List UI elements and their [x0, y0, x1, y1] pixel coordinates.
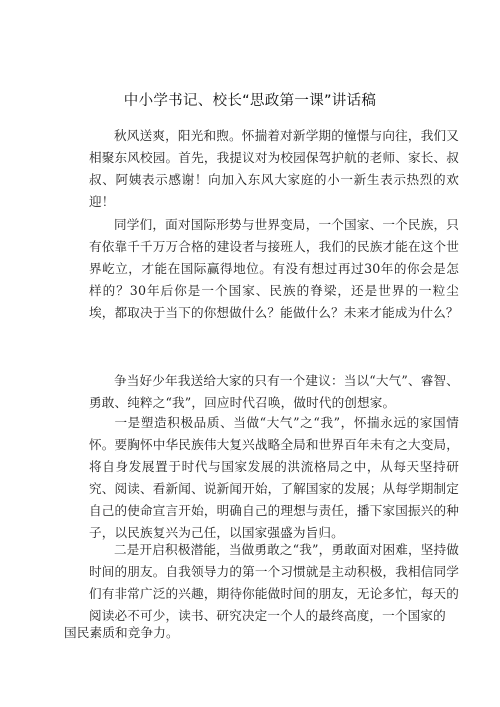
paragraph-1-text: 秋风送爽，阳光和煦。怀揣着对新学期的憧憬与向往，我们又相聚东风校园。首先，我提议对为校园保驾护航的老师、家长、叔叔、阿姨表示感谢！向加入东风大家庭的小一新生表示热烈的欢迎！ [89, 128, 459, 209]
paragraph-6-text: 国民素质和竞争力。 [64, 625, 179, 640]
paragraph-6 [64, 622, 459, 644]
paragraph-3 [89, 370, 459, 414]
document-title: 中小学书记、校长“思政第一课”讲话稿 [123, 93, 377, 109]
paragraph-4 [89, 412, 459, 544]
paragraph-4-text: 一是塑造积极品质、当做“大气”之“我”，怀揣永远的家国情怀。要胸怀中华民族伟大复兴战略全局和世界百年未有之大变局，将自身发展置于时代与国家发展的洪流格局之中，从每天坚持研究、阅读、看新闻、说新闻开始，了解国家的发展；从每学期制定自己的使命宣言开始，明确自己的理想与责任，播下家国振兴的种子，以民族复兴为己任，以国家强盛为旨归。 [89, 415, 459, 540]
paragraph-2-text: 同学们，面对国际形势与世界变局，一个国家、一个民族，只有依靠千千万万合格的建设者与接班人，我们的民族才能在这个世界屹立，才能在国际赢得地位。有没有想过再过30年的你会是怎样的？30年后你是一个国家、民族的脊梁，还是世界的一粒尘埃，都取决于当下的你想做什么？能做什么？未来才能成为什么？ [89, 217, 459, 320]
paragraph-5-text: 二是开启积极潜能，当做勇敢之“我”，勇敢面对困难，坚持做时间的朋友。自我领导力的第一个习惯就是主动积极，我相信同学们有非常广泛的兴趣，期待你能做时间的朋友，无论多忙，每天的阅读必不可少，读书、研究决定一个人的最终高度，一个国家的 [89, 542, 459, 623]
paragraph-3-text: 争当好少年我送给大家的只有一个建议：当以“大气”、睿智、勇敢、纯粹之“我”，回应时代召唤，做时代的创想家。 [89, 373, 459, 410]
paragraph-2 [89, 214, 459, 324]
paragraph-5 [89, 539, 459, 627]
paragraph-1 [89, 125, 459, 213]
